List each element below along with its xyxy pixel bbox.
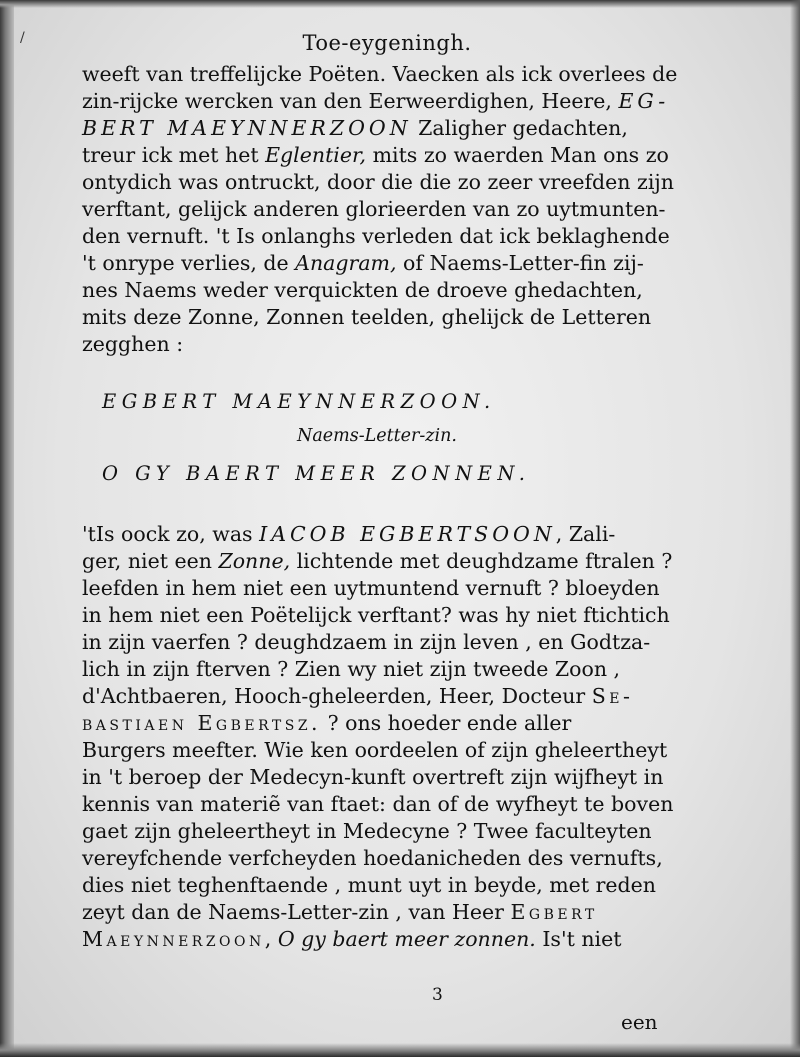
catchword: een (621, 1010, 658, 1034)
text-line: Burgers meefter. Wie ken oordeelen of zijn gheleertheyt (82, 738, 668, 762)
name-sebastiaen-start: Se- (591, 684, 634, 708)
name-maeynnerzoon: BERT MAEYNNERZOON (82, 116, 412, 140)
anagram-quote-italic: O gy baert meer zonnen. (277, 927, 536, 951)
text-line: nes Naems weder verquickten de droeve ghedachten, (82, 278, 643, 302)
text-line: in zijn vaerfen ? deughdzaem in zijn leven , en Godtza- (82, 630, 651, 654)
margin-mark: / (20, 30, 25, 46)
text-line: 'tIs oock zo, was IACOB EGBERTSOON, Zali- (82, 522, 616, 546)
text-line: lich in zijn fterven ? Zien wy niet zijn tweede Zoon , (82, 657, 621, 681)
page-right-edge-shadow (790, 0, 800, 1057)
anagram-result: O GY BAERT MEER ZONNEN. (102, 462, 531, 485)
name-iacob-egbertsoon: IACOB EGBERTSOON (259, 522, 556, 546)
eglentier-italic: Eglentier, (265, 143, 367, 167)
text-line: Maeynnerzoon, O gy baert meer zonnen. Is't niet (82, 927, 622, 951)
page-number: 3 (432, 985, 443, 1005)
text-line: d'Achtbaeren, Hooch-gheleerden, Heer, Doctеur Se- (82, 684, 634, 708)
anagram-block (82, 388, 662, 487)
text-line: ontydich was ontruckt, door die die zo zeer vreefden zijn (82, 170, 674, 194)
text-line: gaet zijn gheleertheyt in Medecyne ? Twee faculteyten (82, 819, 652, 843)
name-maeynnerzoon-small: Maeynnerzoon (82, 927, 265, 951)
name-egbert: EG- (618, 89, 670, 113)
text-line: BERT MAEYNNERZOON Zaligher gedachten, (82, 116, 628, 140)
text-line: in 't beroep der Medecyn-kunft overtreft zijn wijfheyt in (82, 765, 664, 789)
text-line: zegghen : (82, 332, 184, 356)
text-line: vereyfchende verfcheyden hoedanicheden des vernufts, (82, 846, 663, 870)
zonne-italic: Zonne, (218, 549, 291, 573)
text-line: treur ick met het Eglentier, mits zo waerden Man ons zo (82, 143, 669, 167)
text-line: in hem niet een Poëtelijck verftant? was hy niet ftichtich (82, 603, 670, 627)
text-line: weeft van treffelijcke Poëten. Vaecken als ick overlees de (82, 62, 678, 86)
text-line: leefden in hem niet een uytmuntend vernuft ? bloeyden (82, 576, 660, 600)
text-line: verftant, gelijck anderen glorieerden van zo uytmunten- (82, 197, 666, 221)
text-line: bastiaen Egbertsz. ? ons hoeder ende aller (82, 711, 572, 735)
anagram-name: EGBERT MAEYNNERZOON. (102, 390, 496, 413)
paragraph-1 (82, 61, 678, 358)
anagram-label: Naems-Letter-zin. (297, 426, 457, 446)
text-line: dies niet teghenftaende , munt uyt in beyde, met reden (82, 873, 656, 897)
running-title: Toe-eygeningh. (302, 31, 472, 55)
text-line: kennis van materiẽ van ftaet: dan of de wyfheyt te boven (82, 792, 674, 816)
page-text-block (82, 30, 678, 953)
name-sebastiaen-egbertsz: bastiaen Egbertsz. (82, 711, 322, 735)
text-line: mits deze Zonne, Zonnen teelden, ghelijck de Letteren (82, 305, 652, 329)
anagram-italic: Anagram, (295, 251, 397, 275)
name-egbert: Egbert (510, 900, 598, 924)
text-line: ger, niet een Zonne, lichtende met deughdzame ftralen ? (82, 549, 673, 573)
page-top-edge-shadow (0, 0, 800, 8)
paragraph-2 (82, 521, 674, 953)
text-line: zeyt dan de Naems-Letter-zin , van Heer Egbert (82, 900, 598, 924)
page-bottom-edge-shadow (0, 1043, 800, 1057)
text-line: den vernuft. 't Is onlanghs verleden dat ick beklaghende (82, 224, 670, 248)
text-line: 't onrype verlies, de Anagram, of Naems-Letter-fin zij- (82, 251, 644, 275)
text-line: zin-rijcke wercken van den Eerweerdighen, Heere, EG- (82, 89, 670, 113)
page-left-edge-shadow (0, 0, 14, 1057)
